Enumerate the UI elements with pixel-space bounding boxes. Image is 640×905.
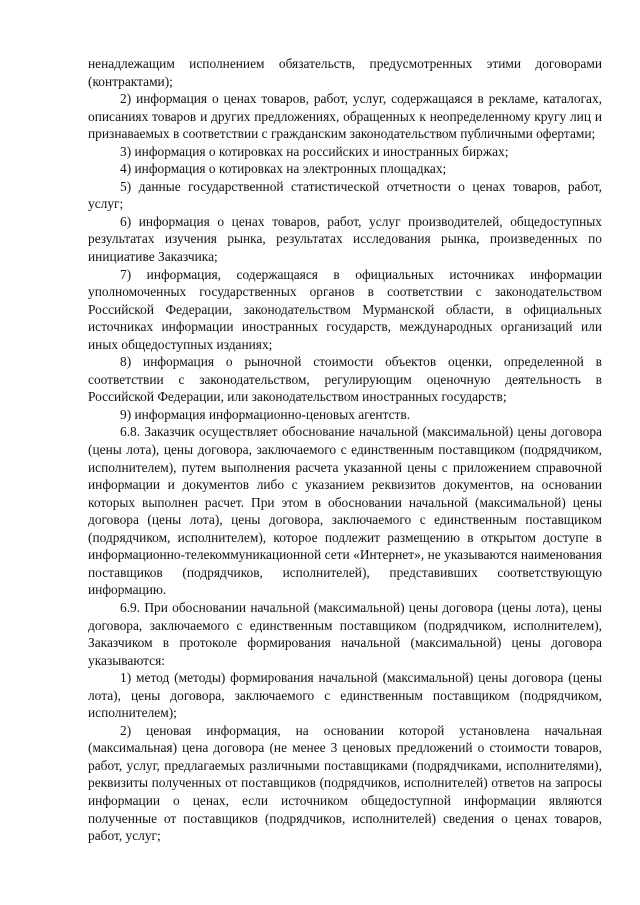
document-body: [88, 55, 602, 845]
paragraph-item-5: 5) данные государственной статистической отчетности о ценах товаров, работ, услуг;: [88, 178, 602, 212]
paragraph-item-9: 9) информация информационно-ценовых агентств.: [120, 406, 411, 422]
paragraph-section-6-8: 6.8. Заказчик осуществляет обоснование начальной (максимальной) цены договора (цены лота), цены договора, заключаемого с единственным поставщиком (подрядчиком, исполнителем), путем выполнения расчета указанной цены с приложением справочной информации и документов либо с указанием реквизитов документов, на основании которых выполнен расчет. При этом в обосновании начальной (максимальной) цены договора (цены лота), цены договора, заключаемого с единственным поставщиком (подрядчиком, исполнителем), которое подлежит размещению в открытом доступе в информационно-телекоммуникационной сети «Интернет», не указываются наименования поставщиков (подрядчиков, исполнителей), представивших соответствующую информацию.: [88, 424, 602, 598]
paragraph-item-3: 3) информация о котировках на российских и иностранных биржах;: [120, 143, 509, 159]
paragraph-subitem-2: 2) ценовая информация, на основании которой установлена начальная (максимальная) цена договора (не менее 3 ценовых предложений о стоимости товаров, работ, услуг, предлагаемых различными поставщиками (подрядчиками, исполнителями), реквизиты полученных от поставщиков (подрядчиков, исполнителей) ответов на запросы информации о ценах, если источником общедоступной информации являются полученные от поставщиков (подрядчиков, исполнителей) сведения о ценах товаров, работ, услуг;: [88, 722, 602, 844]
paragraph-subitem-1: 1) метод (методы) формирования начальной (максимальной) цены договора (цены лота), цены договора, заключаемого с единственным поставщиком (подрядчиком, исполнителем);: [88, 670, 602, 721]
paragraph-item-2: 2) информация о ценах товаров, работ, услуг, содержащаяся в рекламе, каталогах, описаниях товаров и других предложениях, обращенных к неопределенному кругу лиц и признаваемых в соответствии с гражданским законодательством публичными офертами;: [88, 91, 602, 142]
paragraph-item-6: 6) информация о ценах товаров, работ, услуг производителей, общедоступных результатах изучения рынка, результатах исследования рынка, произведенных по инициативе Заказчика;: [88, 213, 602, 265]
paragraph-item-8: 8) информация о рыночной стоимости объектов оценки, определенной в соответствии с законодательством, регулирующим оценочную деятельность в Российской Федерации, или законодательством иностранных государств;: [88, 354, 602, 405]
paragraph-item-7: 7) информация, содержащаяся в официальных источниках информации уполномоченных государственных органов в соответствии с законодательством Российской Федерации, законодательством Мурманской области, в официальных источниках информации иностранных государств, международных организаций или иных общедоступных изданиях;: [88, 266, 602, 352]
paragraph-section-6-9: 6.9. При обосновании начальной (максимальной) цены договора (цены лота), цены договора, заключаемого с единственным поставщиком (подрядчиком, исполнителем), Заказчиком в протоколе формирования начальной (максимальной) цены договора указываются:: [88, 599, 602, 668]
paragraph-item-4: 4) информация о котировках на электронных площадках;: [120, 161, 447, 177]
paragraph-continuation: ненадлежащим исполнением обязательств, предусмотренных этими договорами (контрактами);: [88, 56, 602, 89]
